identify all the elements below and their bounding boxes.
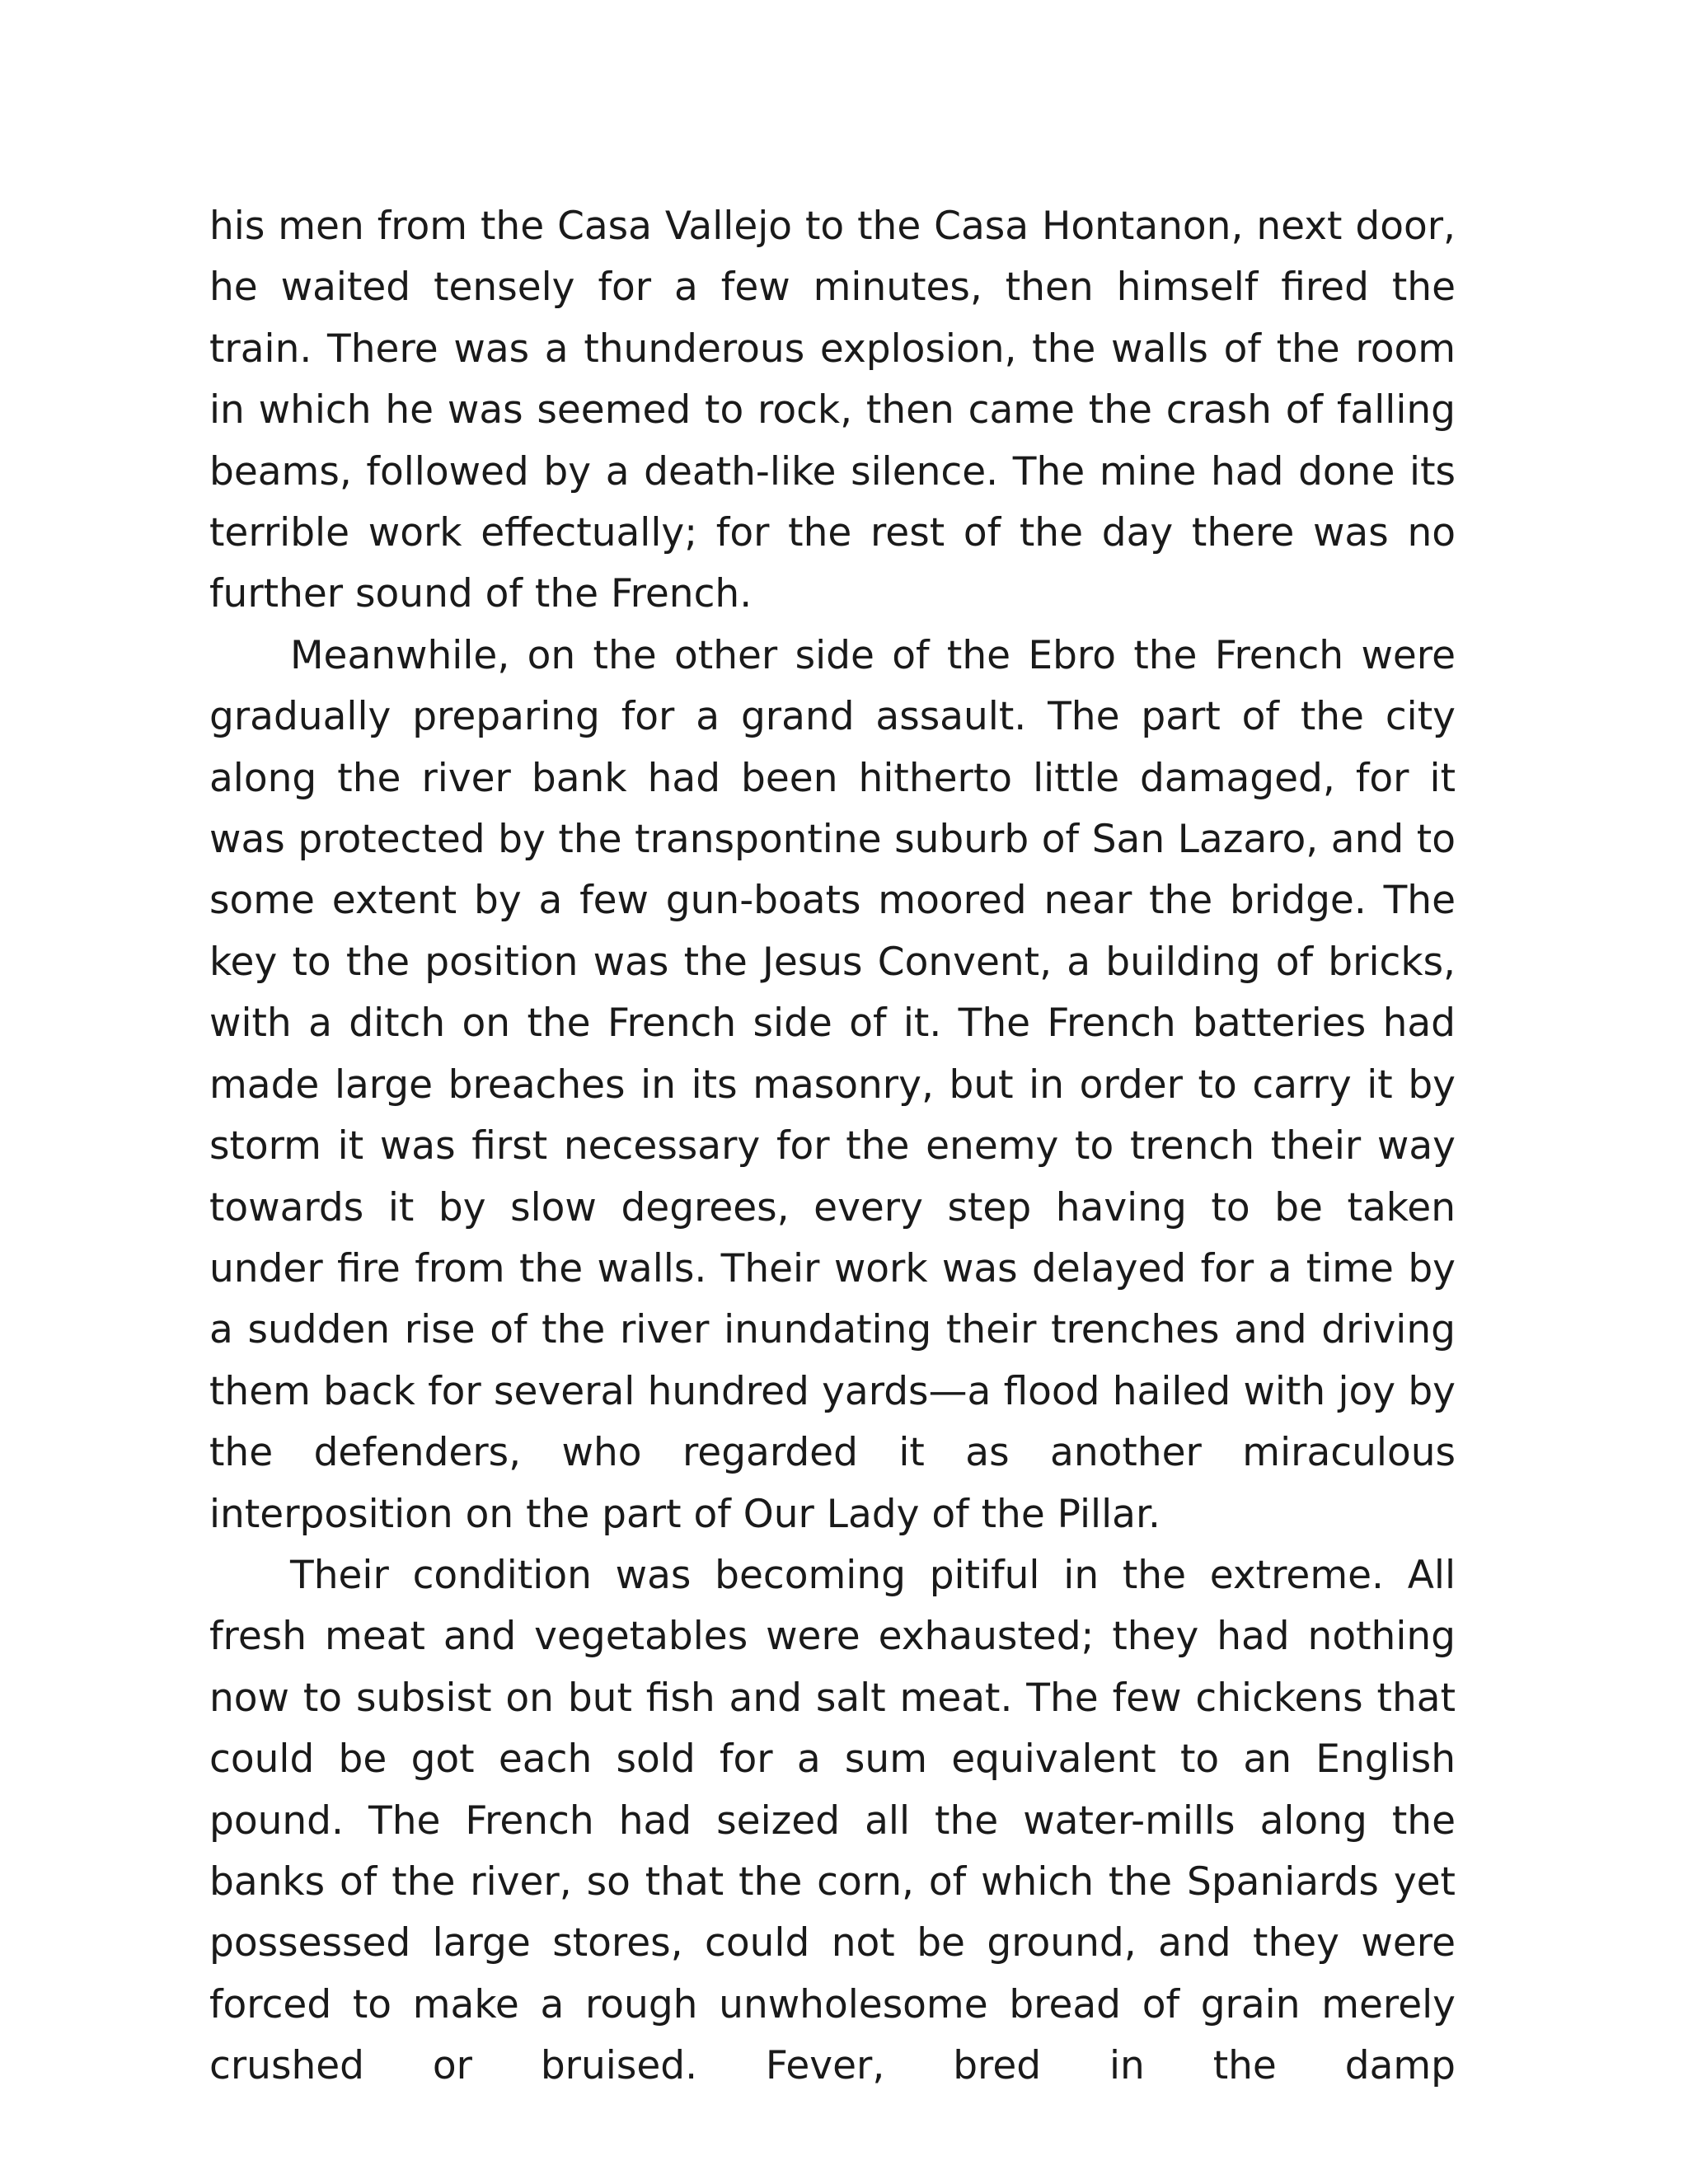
book-page [209, 196, 1456, 2097]
paragraph-3: Their condition was becoming pitiful in the extreme. All fresh meat and vegetables were exhausted; they had nothing now to subsist on but fish and salt meat. The few chickens that could be got each sold for a sum equivalent to an English pound. The French had seized all the water-mills along the banks of the river, so that the corn, of which the Spaniards yet possessed large stores, could not be ground, and they were forced to make a rough unwholesome bread of grain merely crushed or bruised. Fever, bred in the damp [209, 1552, 1456, 2089]
paragraph-2: Meanwhile, on the other side of the Ebro the French were gradually preparing for a grand assault. The part of the city along the river bank had been hitherto little damaged, for it was protected by the transpontine suburb of San Lazaro, and to some extent by a few gun-boats moored near the bridge. The key to the position was the Jesus Convent, a building of bricks, with a ditch on the French side of it. The French batteries had made large breaches in its masonry, but in order to carry it by storm it was first necessary for the enemy to trench their way towards it by slow degrees, every step having to be taken under fire from the walls. Their work was delayed for a time by a sudden rise of the river inundating their trenches and driving them back for several hundred yards—a flood hailed with joy by the defenders, who regarded it as another miraculous interposition on the part of Our Lady of the Pillar. [209, 632, 1456, 1537]
paragraph-1: his men from the Casa Vallejo to the Casa Hontanon, next door, he waited tensely for a few minutes, then himself fired the train. There was a thunderous explosion, the walls of the room in which he was seemed to rock, then came the crash of falling beams, followed by a death-like silence. The mine had done its terrible work effectually; for the rest of the day there was no further sound of the French. [209, 204, 1456, 617]
